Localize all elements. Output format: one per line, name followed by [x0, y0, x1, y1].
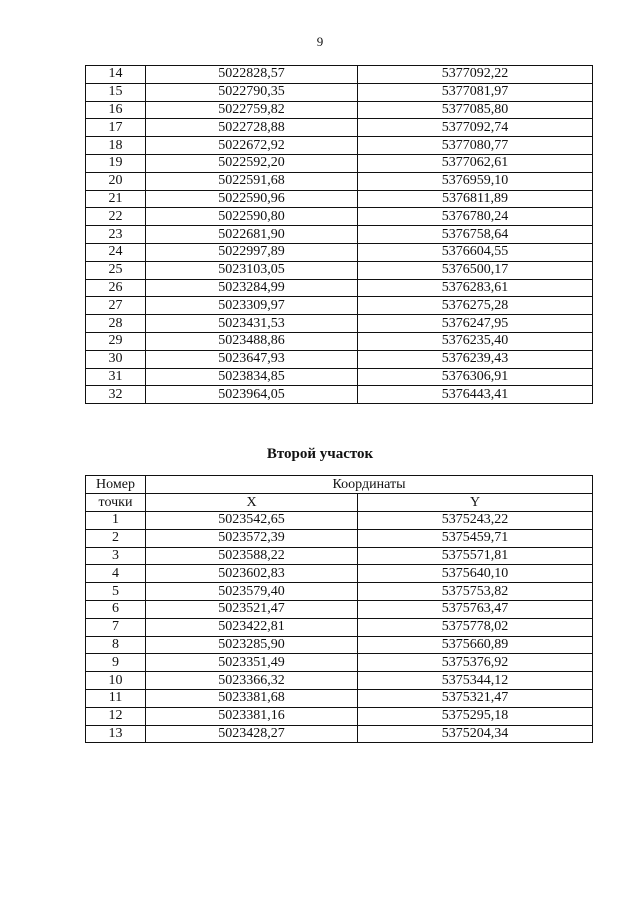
- point-number-cell: 29: [86, 332, 146, 350]
- y-coordinate-cell: 5375321,47: [358, 689, 593, 707]
- table-row: [86, 707, 593, 725]
- point-number-cell: 5: [86, 583, 146, 601]
- x-coordinate-cell: 5023602,83: [146, 565, 358, 583]
- point-number-cell: 17: [86, 119, 146, 137]
- point-number-cell: 10: [86, 672, 146, 690]
- coordinates-table-continued: [85, 65, 593, 404]
- point-number-cell: 18: [86, 137, 146, 155]
- y-coordinate-cell: 5376247,95: [358, 315, 593, 333]
- y-coordinate-cell: 5377092,74: [358, 119, 593, 137]
- point-number-cell: 3: [86, 547, 146, 565]
- point-number-cell: 6: [86, 600, 146, 618]
- table-row: [86, 547, 593, 565]
- point-number-cell: 2: [86, 529, 146, 547]
- x-coordinate-cell: 5023647,93: [146, 350, 358, 368]
- point-number-cell: 22: [86, 208, 146, 226]
- table-row: [86, 565, 593, 583]
- table-row: [86, 119, 593, 137]
- coordinates-table-second-plot: [85, 475, 593, 743]
- x-coordinate-cell: 5023579,40: [146, 583, 358, 601]
- table-row: [86, 137, 593, 155]
- y-coordinate-cell: 5376283,61: [358, 279, 593, 297]
- table-row: [86, 583, 593, 601]
- x-coordinate-cell: 5022681,90: [146, 226, 358, 244]
- y-coordinate-cell: 5377092,22: [358, 66, 593, 84]
- x-coordinate-cell: 5023488,86: [146, 332, 358, 350]
- point-number-cell: 11: [86, 689, 146, 707]
- x-coordinate-cell: 5022591,68: [146, 172, 358, 190]
- coordinates-table-body: [86, 512, 593, 743]
- x-coordinate-cell: 5023542,65: [146, 512, 358, 530]
- x-coordinate-cell: 5023572,39: [146, 529, 358, 547]
- table-subheader-row: [86, 494, 593, 512]
- point-number-cell: 13: [86, 725, 146, 743]
- point-number-cell: 1: [86, 512, 146, 530]
- x-column-header: X: [146, 494, 358, 512]
- table-row: [86, 101, 593, 119]
- y-coordinate-cell: 5375459,71: [358, 529, 593, 547]
- x-coordinate-cell: 5023285,90: [146, 636, 358, 654]
- y-coordinate-cell: 5376235,40: [358, 332, 593, 350]
- point-number-cell: 8: [86, 636, 146, 654]
- table-row: [86, 154, 593, 172]
- point-number-cell: 23: [86, 226, 146, 244]
- section-title: Второй участок: [266, 446, 374, 462]
- table-row: [86, 512, 593, 530]
- point-number-cell: 7: [86, 618, 146, 636]
- x-coordinate-cell: 5023428,27: [146, 725, 358, 743]
- table-row: [86, 636, 593, 654]
- coordinates-table-body: [86, 66, 593, 404]
- point-number-cell: 19: [86, 154, 146, 172]
- y-coordinate-cell: 5375660,89: [358, 636, 593, 654]
- point-number-cell: 15: [86, 83, 146, 101]
- table-row: [86, 243, 593, 261]
- y-coordinate-cell: 5377080,77: [358, 137, 593, 155]
- point-number-cell: 20: [86, 172, 146, 190]
- table-row: [86, 618, 593, 636]
- y-coordinate-cell: 5375204,34: [358, 725, 593, 743]
- x-coordinate-cell: 5023381,16: [146, 707, 358, 725]
- table-row: [86, 190, 593, 208]
- y-coordinate-cell: 5375243,22: [358, 512, 593, 530]
- x-coordinate-cell: 5023309,97: [146, 297, 358, 315]
- table-row: [86, 261, 593, 279]
- y-coordinate-cell: 5376306,91: [358, 368, 593, 386]
- point-number-cell: 14: [86, 66, 146, 84]
- x-coordinate-cell: 5023431,53: [146, 315, 358, 333]
- x-coordinate-cell: 5023964,05: [146, 386, 358, 404]
- y-coordinate-cell: 5375753,82: [358, 583, 593, 601]
- point-number-cell: 24: [86, 243, 146, 261]
- y-column-header: Y: [358, 494, 593, 512]
- y-coordinate-cell: 5376500,17: [358, 261, 593, 279]
- point-number-cell: 32: [86, 386, 146, 404]
- y-coordinate-cell: 5375376,92: [358, 654, 593, 672]
- point-number-cell: 28: [86, 315, 146, 333]
- table-row: [86, 350, 593, 368]
- point-number-cell: 12: [86, 707, 146, 725]
- table-row: [86, 654, 593, 672]
- x-coordinate-cell: 5023366,32: [146, 672, 358, 690]
- point-number-cell: 25: [86, 261, 146, 279]
- x-coordinate-cell: 5023284,99: [146, 279, 358, 297]
- y-coordinate-cell: 5375778,02: [358, 618, 593, 636]
- x-coordinate-cell: 5022590,80: [146, 208, 358, 226]
- point-number-header-line1: Номер: [86, 476, 146, 494]
- table-row: [86, 297, 593, 315]
- table-row: [86, 226, 593, 244]
- x-coordinate-cell: 5022590,96: [146, 190, 358, 208]
- table-header: [86, 476, 593, 512]
- table-row: [86, 332, 593, 350]
- y-coordinate-cell: 5375344,12: [358, 672, 593, 690]
- point-number-cell: 31: [86, 368, 146, 386]
- x-coordinate-cell: 5022997,89: [146, 243, 358, 261]
- point-number-cell: 9: [86, 654, 146, 672]
- x-coordinate-cell: 5022759,82: [146, 101, 358, 119]
- y-coordinate-cell: 5375571,81: [358, 547, 593, 565]
- table-row: [86, 172, 593, 190]
- y-coordinate-cell: 5376758,64: [358, 226, 593, 244]
- table-row: [86, 725, 593, 743]
- table-row: [86, 368, 593, 386]
- y-coordinate-cell: 5377062,61: [358, 154, 593, 172]
- table-row: [86, 672, 593, 690]
- y-coordinate-cell: 5376811,89: [358, 190, 593, 208]
- table-row: [86, 208, 593, 226]
- y-coordinate-cell: 5375763,47: [358, 600, 593, 618]
- y-coordinate-cell: 5376959,10: [358, 172, 593, 190]
- table-row: [86, 600, 593, 618]
- x-coordinate-cell: 5022672,92: [146, 137, 358, 155]
- table-row: [86, 386, 593, 404]
- x-coordinate-cell: 5023588,22: [146, 547, 358, 565]
- y-coordinate-cell: 5376780,24: [358, 208, 593, 226]
- table-row: [86, 689, 593, 707]
- table-row: [86, 529, 593, 547]
- x-coordinate-cell: 5022828,57: [146, 66, 358, 84]
- point-number-cell: 4: [86, 565, 146, 583]
- y-coordinate-cell: 5376239,43: [358, 350, 593, 368]
- y-coordinate-cell: 5375640,10: [358, 565, 593, 583]
- y-coordinate-cell: 5377081,97: [358, 83, 593, 101]
- point-number-cell: 21: [86, 190, 146, 208]
- y-coordinate-cell: 5376604,55: [358, 243, 593, 261]
- x-coordinate-cell: 5022790,35: [146, 83, 358, 101]
- x-coordinate-cell: 5023521,47: [146, 600, 358, 618]
- point-number-header-line2: точки: [86, 494, 146, 512]
- y-coordinate-cell: 5377085,80: [358, 101, 593, 119]
- point-number-cell: 27: [86, 297, 146, 315]
- point-number-cell: 26: [86, 279, 146, 297]
- y-coordinate-cell: 5376443,41: [358, 386, 593, 404]
- x-coordinate-cell: 5022592,20: [146, 154, 358, 172]
- coordinates-header: Координаты: [146, 476, 593, 494]
- point-number-cell: 16: [86, 101, 146, 119]
- x-coordinate-cell: 5022728,88: [146, 119, 358, 137]
- table-row: [86, 83, 593, 101]
- table-row: [86, 66, 593, 84]
- point-number-cell: 30: [86, 350, 146, 368]
- page-number: 9: [316, 34, 324, 49]
- x-coordinate-cell: 5023103,05: [146, 261, 358, 279]
- table-row: [86, 279, 593, 297]
- table-row: [86, 315, 593, 333]
- y-coordinate-cell: 5376275,28: [358, 297, 593, 315]
- y-coordinate-cell: 5375295,18: [358, 707, 593, 725]
- x-coordinate-cell: 5023381,68: [146, 689, 358, 707]
- x-coordinate-cell: 5023834,85: [146, 368, 358, 386]
- x-coordinate-cell: 5023422,81: [146, 618, 358, 636]
- x-coordinate-cell: 5023351,49: [146, 654, 358, 672]
- table-header-row: [86, 476, 593, 494]
